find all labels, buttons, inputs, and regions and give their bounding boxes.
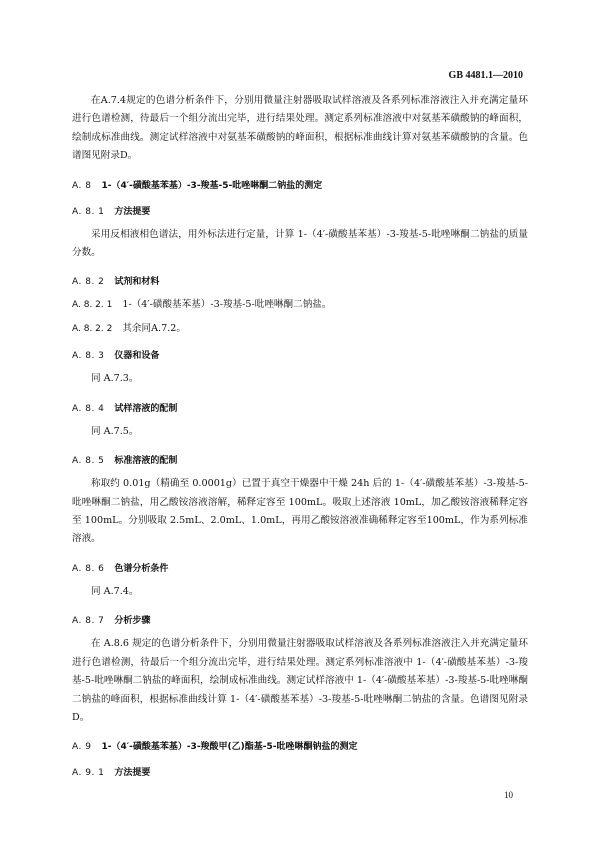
item-a821 [72,298,528,312]
section-title: 1-（4′-磺酸基苯基）-3-羧酸甲(乙)酯基-5-吡唑啉酮钠盐的测定 [101,742,358,753]
paragraph-a85: 称取约 0.01g（精确至 0.0001g）已置于真空干燥器中干燥 24h 后的 1-（4′-磺酸基苯基）-3-羧基-5-吡唑啉酮二钠盐，用乙酸铵溶液溶解，稀释定容至 100mL。吸取上述溶液 10mL，加乙酸铵溶液稀释定容至 100mL。分别吸取 2.5mL、2.0mL、1.0mL，再用乙酸铵溶液准确稀释定容至100mL，作为系列标准溶液。 [72,478,528,545]
paragraph-a74-steps: 在A.7.4规定的色谱分析条件下，分别用微量注射器吸取试样溶液及各系列标准溶液注入并充满定量环进行色谱检测，待最后一个组分流出完毕，进行结果处理。测定系列标准溶液中对氨基苯磺酸钠的峰面积，绘制成标准曲线。测定试样溶液中对氨基苯磺酸钠的峰面积，根据标准曲线计算对氨基苯磺酸钠的含量。色谱图见附录D。 [72,95,528,162]
section-a84-heading [72,403,528,415]
section-number: A. 9. 1 [72,768,105,779]
page-number: 10 [504,790,513,800]
section-number: A. 8. 7 [72,616,105,627]
paragraph-a83: 同 A.7.3。 [91,373,139,385]
section-a81-heading [72,206,528,218]
paragraph-a87: 在 A.8.6 规定的色谱分析条件下，分别用微量注射器吸取试样溶液及各系列标准溶液注入并充满定量环进行色谱检测，待最后一个组分流出完毕，进行结果处理。测定系列标准溶液中 1-（4′-磺酸基苯基）-3-羧基-5-吡唑啉酮二钠盐的峰面积，绘制成标准曲线。测定试样溶液中 1-（4′-磺酸基苯基）-3-羧基-5-吡唑啉酮二钠盐的峰面积，根据标准曲线计算 1-（4′-磺酸基苯基）-3-羧基-5-吡唑啉酮二钠盐的含量。色谱图见附录 D。 [72,638,528,723]
item-a822 [72,322,528,336]
section-title: 色谱分析条件 [114,563,169,574]
section-title: 1-（4′-磺酸基苯基）-3-羧基-5-吡唑啉酮二钠盐的测定 [101,180,323,191]
section-title: 方法提要 [114,768,151,779]
item-text: 其余同A.7.2。 [122,323,186,335]
section-title: 试剂和材料 [114,277,160,288]
paragraph-a86: 同 A.7.4。 [91,585,139,597]
section-a9-heading [72,741,528,753]
standard-code: GB 4481.1—2010 [448,70,523,81]
section-a87-heading [72,615,528,627]
section-title: 方法提要 [114,206,151,217]
item-number: A. 8. 2. 1 [72,300,113,311]
section-title: 分析步骤 [114,616,151,627]
section-a85-heading [72,455,528,467]
section-a8-heading [72,180,528,192]
section-number: A. 8. 4 [72,403,105,414]
section-a83-heading [72,350,528,362]
item-text: 1-（4′-磺酸基苯基）-3-羧基-5-吡唑啉酮二钠盐。 [122,299,332,311]
section-number: A. 8. 1 [72,206,105,217]
section-number: A. 8 [72,180,92,191]
paragraph-a81: 采用反相液相色谱法，用外标法进行定量，计算 1-（4′-磺酸基苯基）-3-羧基-5-吡唑啉酮二钠盐的质量分数。 [72,228,528,259]
section-number: A. 8. 2 [72,277,105,288]
section-title: 试样溶液的配制 [114,403,178,414]
section-a91-heading [72,767,528,779]
section-number: A. 8. 5 [72,456,105,467]
paragraph-a84: 同 A.7.5。 [91,425,139,437]
section-number: A. 8. 3 [72,351,105,362]
section-title: 标准溶液的配制 [114,456,178,467]
section-title: 仪器和设备 [114,351,160,362]
section-a82-heading [72,276,528,288]
page-content [72,92,528,787]
item-number: A. 8. 2. 2 [72,324,113,335]
section-a86-heading [72,563,528,575]
section-number: A. 9 [72,742,92,753]
section-number: A. 8. 6 [72,563,105,574]
